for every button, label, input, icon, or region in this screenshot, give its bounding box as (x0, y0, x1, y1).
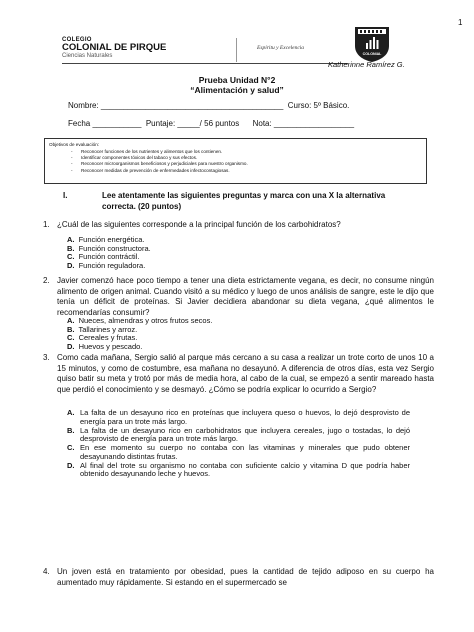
answer-option-c[interactable]: C. Función contráctil. (67, 252, 140, 261)
section-instruction-line-2: correcta. (20 puntos) (102, 201, 182, 211)
date-score-line[interactable]: Fecha ___________ Puntaje: _____/ 56 puntos Nota: __________________ (68, 119, 355, 128)
answer-option-c[interactable]: C. En ese momento su cuerpo no contaba con las vitaminas y minerales que pudo obtener desayunando distintas frutas. (67, 443, 410, 461)
question-number: 2. (43, 276, 50, 285)
objectives-box (44, 138, 427, 184)
objective-item: - Identificar componentes tóxicos del tabaco y sus efectos. (71, 155, 248, 161)
question-number: 4. (43, 567, 50, 576)
answer-option-a[interactable]: A. Nueces, almendras y otros frutos secos. (67, 316, 213, 325)
school-brand (62, 37, 166, 60)
teacher-name: Katherinne Ramírez G. (328, 60, 405, 69)
header-divider (236, 38, 237, 62)
answer-options (67, 317, 387, 351)
question-text: Javier comenzó hace poco tiempo a tener una dieta estrictamente vegana, es decir, no consume ningún alimento de origen animal. Cuando visitó a su médico y luego de unos análisis de sangre, este le dijo que tenía un déficit de proteínas. Si Javier decidiera abandonar su dieta vegana, ¿qué alimentos le recomendarías consumir? (57, 276, 434, 317)
question-number: 3. (43, 353, 50, 362)
school-motto: Espíritu y Excelencia (257, 45, 305, 51)
section-instructions (102, 191, 435, 212)
school-name: COLONIAL DE PIRQUE (62, 42, 167, 54)
answer-option-d[interactable]: D. Huevos y pescado. (67, 341, 143, 351)
objective-item: - Reconocer microorganismos beneficiosos y perjudiciales para nuestro organismo. (71, 161, 248, 167)
test-title: Prueba Unidad N°2 (198, 75, 276, 85)
answer-option-b[interactable]: B. La falta de un desayuno rico en carbohidratos que incluyera cereales, jugo o tostadas, lo dejó desprovisto de energía para un trote más largo. (67, 425, 410, 443)
school-crest-icon (352, 24, 392, 64)
question-text: Como cada mañana, Sergio salió al parque más cercano a su casa a realizar un trote corto de unos 10 a 15 minutos, y como de costumbre, esa mañana no desayunó. A diferencia de otros días, esta vez Sergio quiso batir su meta y trotó por más de media hora, al cabo de la cual, se empezó a sentir mareado hasta que perdió el conocimiento y se desmayó. ¿Cómo se podría explicar lo ocurrido a Sergio? (57, 353, 434, 394)
section-instruction-line-1: Lee atentamente las siguientes preguntas y marca con una X la alternativa (102, 191, 386, 200)
answer-option-d[interactable]: D. Al final del trote su organismo no contaba con suficiente calcio y vitamina D que podría haber obtenido desayunando leche y huevos. (67, 460, 410, 478)
header-rule (62, 63, 348, 64)
school-line-1: COLEGIO (62, 37, 92, 43)
test-subtitle: “Alimentación y salud” (190, 85, 284, 95)
name-course-line[interactable]: Nombre: _________________________________________ Curso: 5º Básico. (68, 101, 350, 110)
answer-options (67, 236, 387, 270)
crest-label: COLONIAL (362, 52, 382, 56)
answer-option-a[interactable]: A. Función energética. (67, 235, 145, 244)
answer-option-b[interactable]: B. Función constructora. (67, 243, 151, 253)
answer-option-d[interactable]: D. Función reguladora. (67, 260, 146, 270)
question-text: ¿Cuál de las siguientes corresponde a la principal función de los carbohidratos? (57, 220, 341, 229)
school-department: Ciencias Naturales (62, 53, 113, 60)
question-text: Un joven está en tratamiento por obesidad, pues la cantidad de tejido adiposo en su cuerpo ha aumentado muy rápidamente. Si estando en el supermercado se (57, 567, 434, 587)
answer-option-a[interactable]: A. La falta de un desayuno rico en proteínas que incluyera queso o huevos, lo dejó desprovisto de energía para un trote más largo. (67, 408, 410, 426)
answer-options (67, 409, 410, 479)
section-number: I. (63, 191, 68, 200)
page-number: 1 (458, 18, 463, 27)
answer-option-c[interactable]: C. Cereales y frutas. (67, 333, 138, 342)
objective-item: - Reconocer medidas de prevención de enfermedades infectocontagiosas. (71, 168, 248, 174)
question-number: 1. (43, 220, 50, 229)
objectives-heading: Objetivos de evaluación: (49, 142, 100, 147)
answer-option-b[interactable]: B. Tallarines y arroz. (67, 324, 138, 334)
objective-item: - Reconocer funciones de los nutrientes y alimentos que los contienen. (71, 149, 248, 155)
objectives-list (71, 149, 248, 174)
